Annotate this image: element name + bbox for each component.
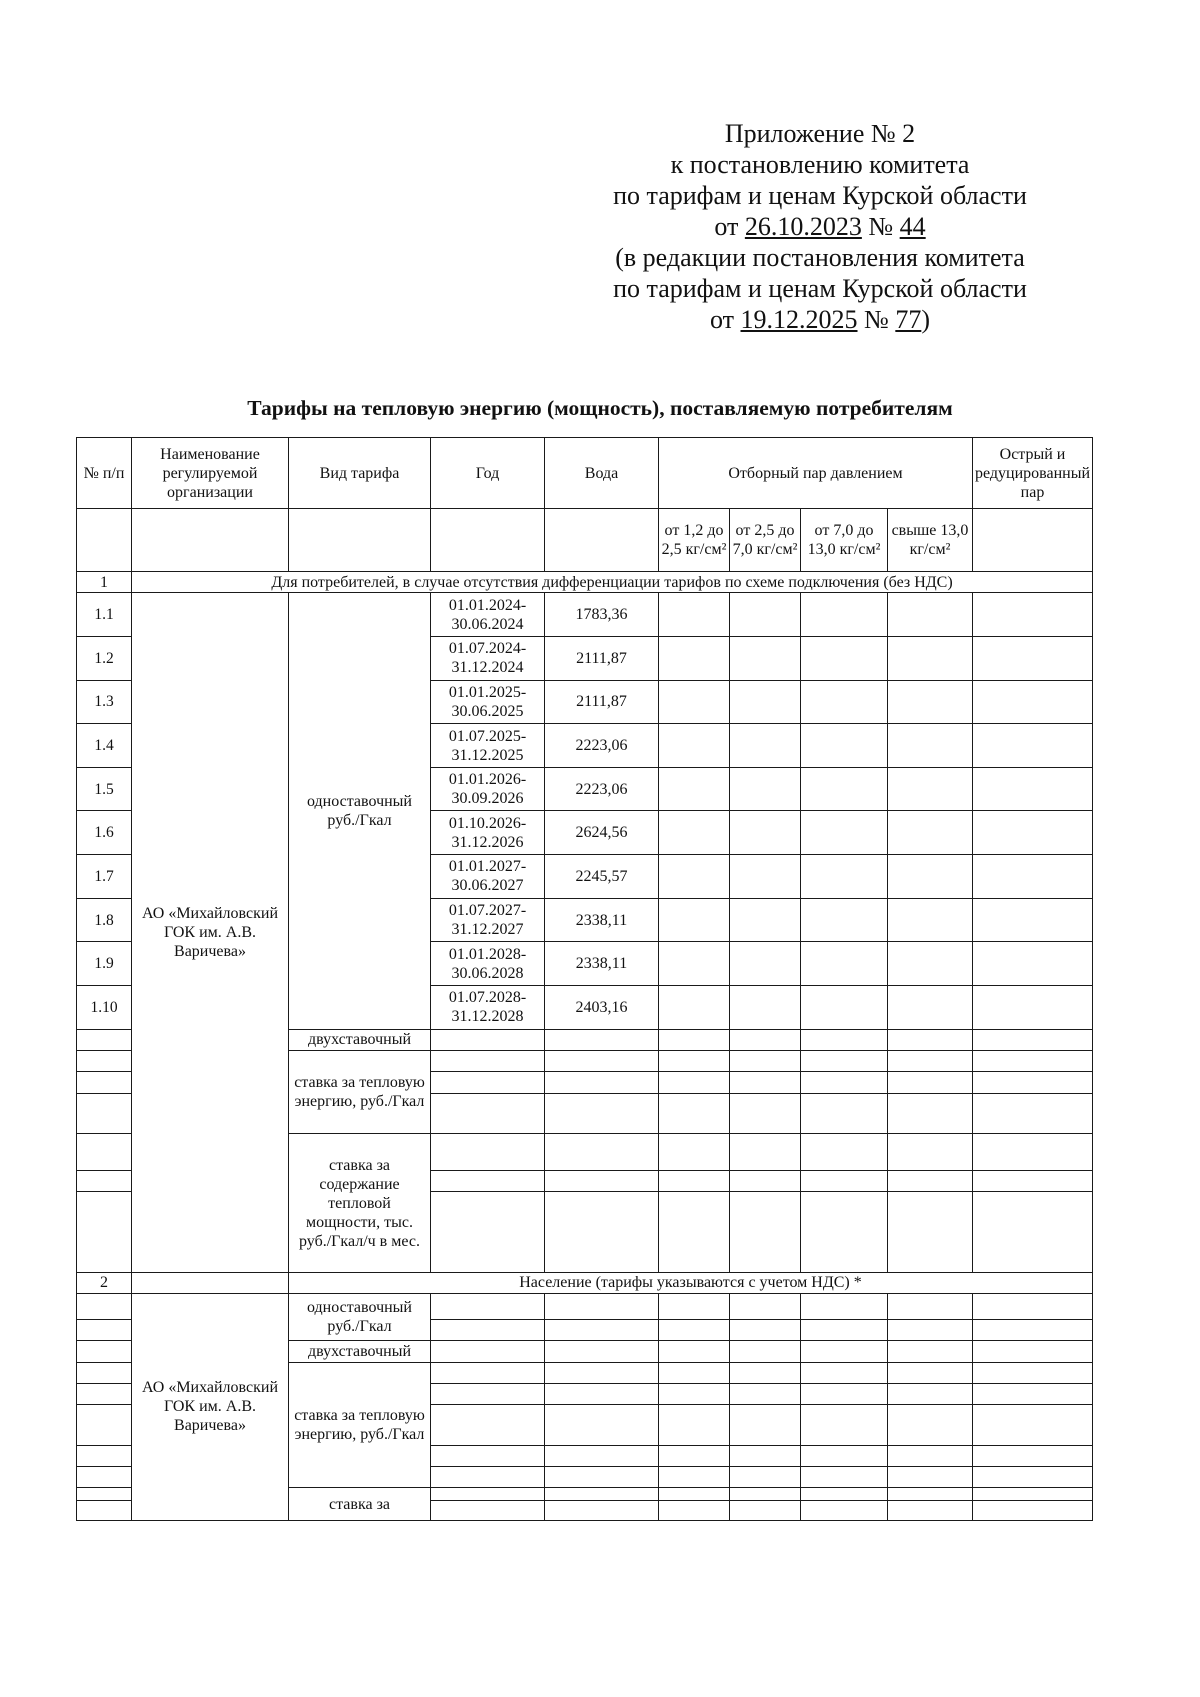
rate-short: ставка за [289, 1488, 431, 1521]
period: 01.07.2028-31.12.2028 [431, 986, 545, 1030]
row-number: 1.10 [77, 986, 132, 1030]
resolution-number: 44 [899, 212, 926, 241]
row-number: 1.1 [77, 593, 132, 637]
period: 01.10.2026-31.12.2026 [431, 811, 545, 855]
org-name-2: АО «Михайловский ГОК им. А.В. Варичева» [132, 1293, 289, 1520]
period: 01.07.2027-31.12.2027 [431, 898, 545, 942]
row-number: 1.8 [77, 898, 132, 942]
col-header-sharp-steam: Острый и редуцированный пар [973, 438, 1093, 509]
appendix-label: Приложение № 2 [724, 119, 916, 148]
water-value: 2223,06 [545, 724, 659, 768]
water-value: 1783,36 [545, 593, 659, 637]
header-line-date: от 26.10.2023 № 44 [714, 212, 926, 241]
water-value: 2624,56 [545, 811, 659, 855]
subheader-row [77, 509, 1093, 572]
water-value: 2338,11 [545, 898, 659, 942]
header-line-resolution: к постановлению комитета [670, 150, 970, 179]
water-value: 2111,87 [545, 636, 659, 680]
col-header-water: Вода [545, 438, 659, 509]
tariff-type-one-part: одноставочный руб./Гкал [289, 593, 431, 1029]
row-number: 1.6 [77, 811, 132, 855]
pressure-2: от 2,5 до 7,0 кг/см² [730, 509, 801, 572]
section-2-title: Население (тарифы указываются с учетом НДС) * [289, 1273, 1093, 1293]
water-value: 2338,11 [545, 942, 659, 986]
period: 01.07.2024-31.12.2024 [431, 636, 545, 680]
rate-energy: ставка за тепловую энергию, руб./Гкал [289, 1051, 431, 1134]
tariff-type-two-part-2: двухставочный [289, 1341, 431, 1362]
pressure-3: от 7,0 до 13,0 кг/см² [801, 509, 888, 572]
period: 01.01.2026-30.09.2026 [431, 767, 545, 811]
row-number: 1.7 [77, 855, 132, 899]
col-header-steam: Отборный пар давлением [659, 438, 973, 509]
org-name: АО «Михайловский ГОК им. А.В. Варичева» [132, 593, 289, 1273]
section-1-number: 1 [77, 571, 132, 592]
section-1-title: Для потребителей, в случае отсутствия дифференциации тарифов по схеме подключения (без НДС) [132, 571, 1093, 592]
header-row [77, 438, 1093, 509]
row-number: 1.9 [77, 942, 132, 986]
data-row [77, 593, 1093, 637]
water-value: 2403,16 [545, 986, 659, 1030]
rate-energy-2: ставка за тепловую энергию, руб./Гкал [289, 1362, 431, 1488]
tariff-type-one-part-2: одноставочный руб./Гкал [289, 1293, 431, 1341]
tariff-type-two-part: двухставочный [289, 1029, 431, 1050]
row-number: 1.4 [77, 724, 132, 768]
section-1-row [77, 571, 1093, 592]
tariff-table [76, 437, 1093, 1521]
edition-date: 19.12.2025 [740, 305, 858, 334]
col-header-no: № п/п [77, 438, 132, 509]
table-title: Тарифы на тепловую энергию (мощность), поставляемую потребителям [247, 396, 953, 420]
edition-number: 77 [895, 305, 922, 334]
section-2-number: 2 [77, 1273, 132, 1293]
water-value: 2223,06 [545, 767, 659, 811]
period: 01.01.2028-30.06.2028 [431, 942, 545, 986]
period: 01.01.2024-30.06.2024 [431, 593, 545, 637]
col-header-org: Наименование регулируемой организации [132, 438, 289, 509]
document-header [560, 118, 1080, 335]
header-line-committee-2: по тарифам и ценам Курской области [613, 274, 1027, 303]
header-line-committee: по тарифам и ценам Курской области [613, 181, 1027, 210]
pressure-1: от 1,2 до 2,5 кг/см² [659, 509, 730, 572]
water-value: 2245,57 [545, 855, 659, 899]
col-header-type: Вид тарифа [289, 438, 431, 509]
blank-row [77, 1293, 1093, 1319]
row-number: 1.3 [77, 680, 132, 724]
resolution-date: 26.10.2023 [744, 212, 862, 241]
water-value: 2111,87 [545, 680, 659, 724]
row-number: 1.5 [77, 767, 132, 811]
period: 01.01.2027-30.06.2027 [431, 855, 545, 899]
header-line-edition: (в редакции постановления комитета [615, 243, 1025, 272]
row-number: 1.2 [77, 636, 132, 680]
period: 01.01.2025-30.06.2025 [431, 680, 545, 724]
pressure-4: свыше 13,0 кг/см² [888, 509, 973, 572]
rate-capacity: ставка за содержание тепловой мощности, тыс. руб./Гкал/ч в мес. [289, 1134, 431, 1273]
section-2-row [77, 1273, 1093, 1293]
header-line-date-2: от 19.12.2025 № 77) [709, 305, 930, 334]
col-header-year: Год [431, 438, 545, 509]
period: 01.07.2025-31.12.2025 [431, 724, 545, 768]
